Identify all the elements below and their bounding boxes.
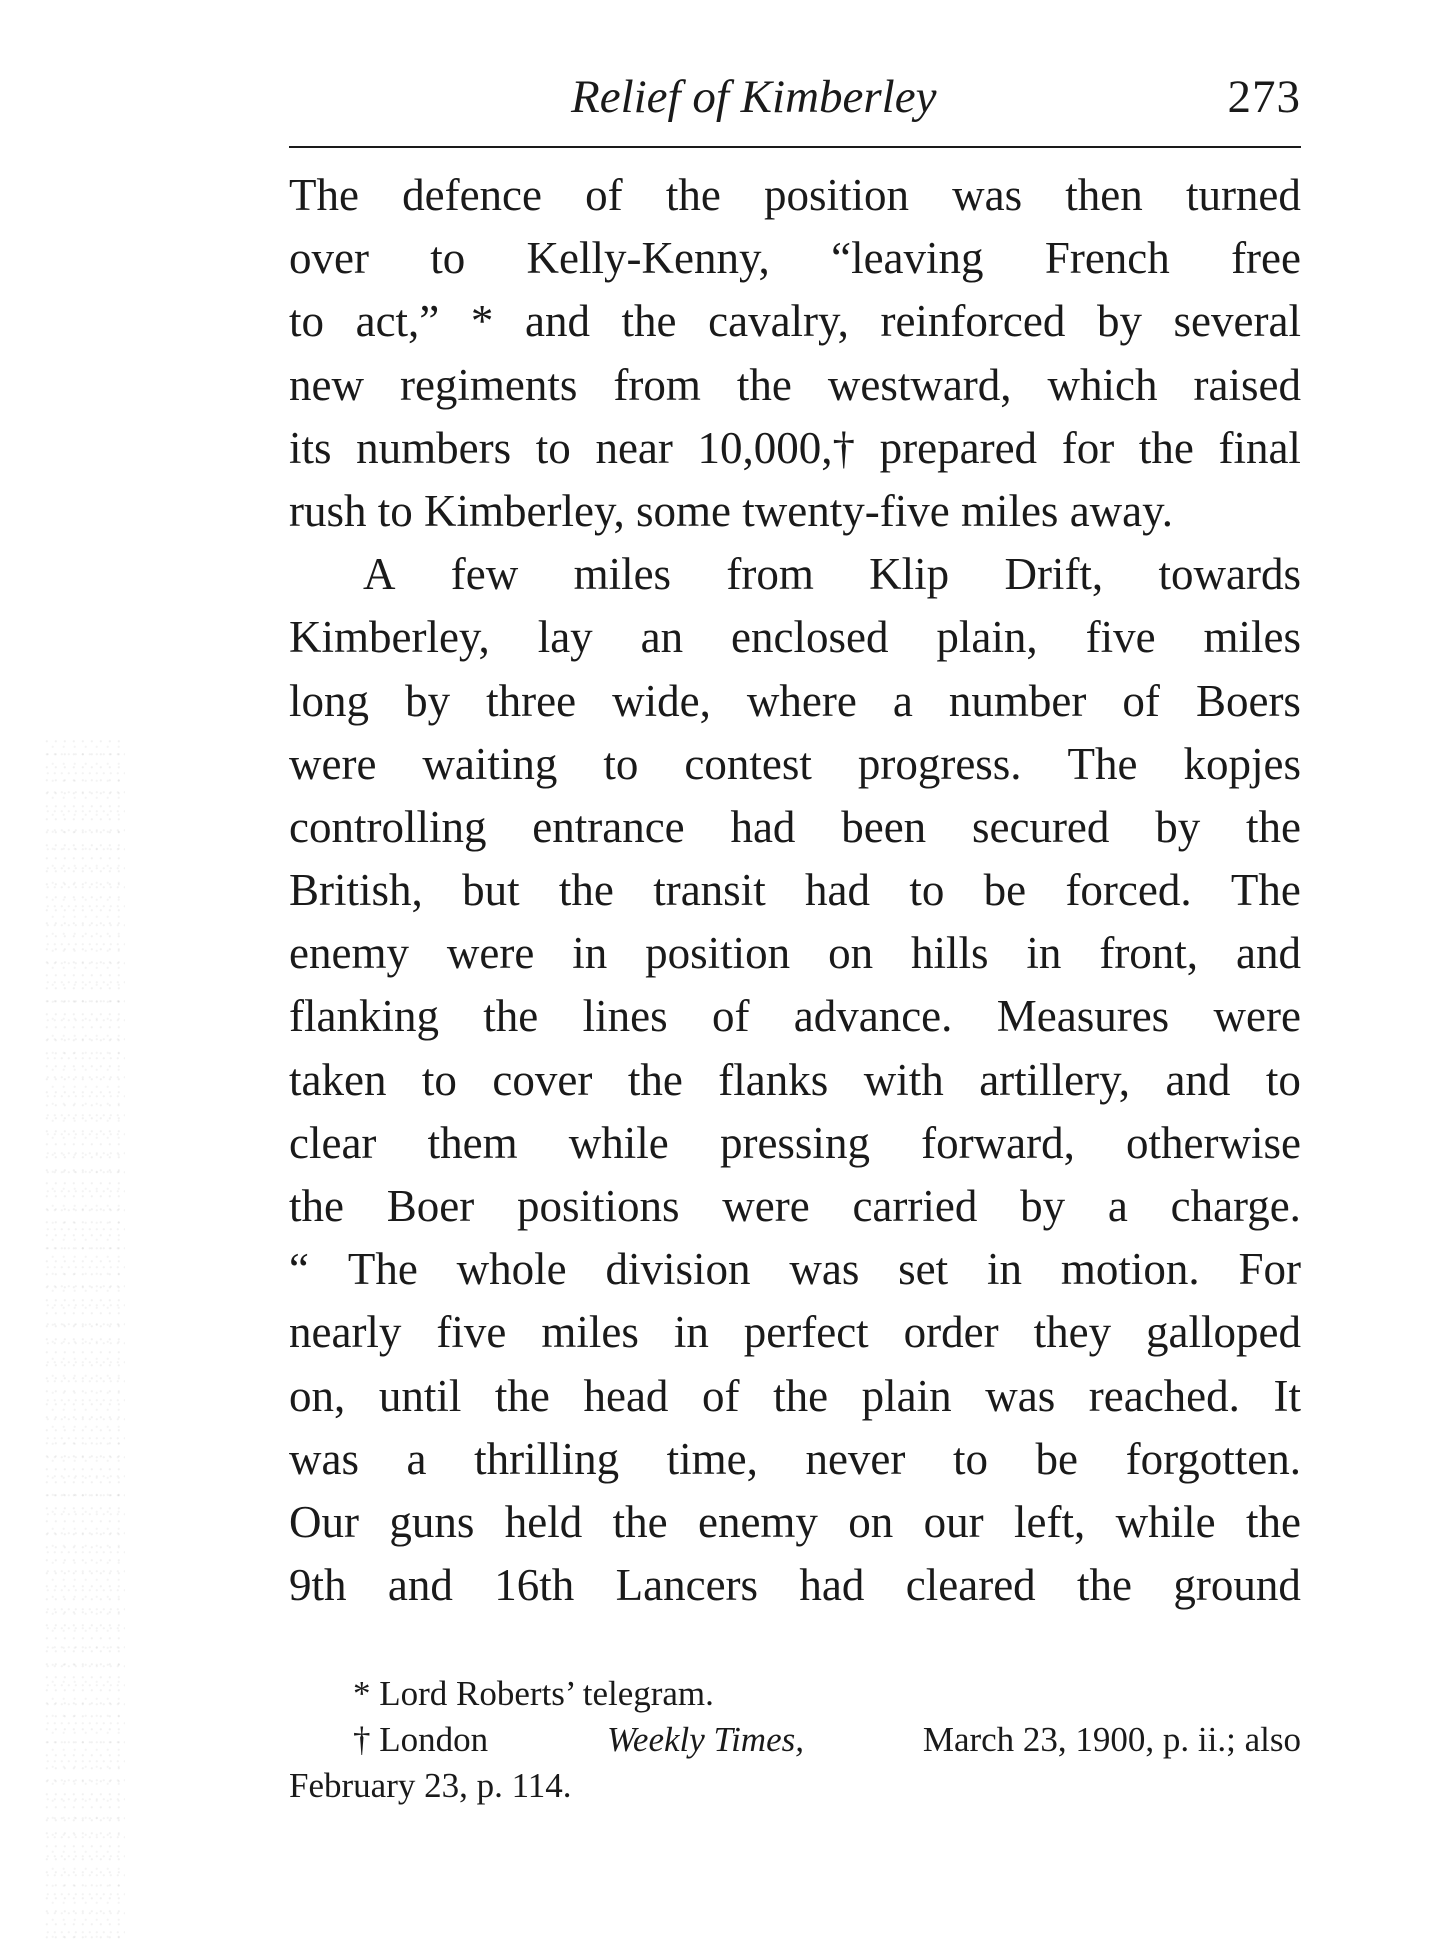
word: our	[923, 1496, 984, 1547]
word: in	[1026, 928, 1062, 979]
word: defence	[402, 170, 543, 220]
scan-gutter-texture	[45, 740, 125, 1940]
word: secured	[971, 801, 1110, 852]
word: front,	[1099, 928, 1199, 979]
word: the	[665, 170, 721, 220]
word: new	[289, 359, 364, 410]
word: 16th	[494, 1560, 575, 1611]
word: then	[1065, 170, 1143, 220]
word: be	[1035, 1433, 1079, 1484]
word: twenty-five	[742, 485, 950, 536]
word: flanking	[289, 991, 439, 1042]
word: order	[903, 1307, 999, 1358]
word: to	[421, 1054, 457, 1105]
word: on,	[289, 1370, 346, 1421]
word: while	[1115, 1496, 1216, 1547]
word: to	[603, 738, 639, 789]
word: positions	[516, 1181, 680, 1231]
word: by	[1096, 296, 1142, 347]
word: miles	[541, 1307, 639, 1358]
word: position	[763, 170, 909, 220]
word: long	[289, 675, 370, 726]
word: flanks	[718, 1054, 829, 1105]
word: over	[289, 233, 369, 284]
text-line	[289, 1301, 1301, 1364]
word: a	[406, 1433, 427, 1484]
word: waiting	[422, 738, 558, 789]
word: was	[289, 1433, 359, 1484]
word: to	[1265, 1054, 1301, 1105]
footnote-2-publication: Weekly Times,	[606, 1720, 804, 1759]
word: never	[805, 1433, 906, 1484]
word: of	[585, 170, 623, 220]
word: by	[1155, 801, 1201, 852]
text-line	[289, 1428, 1301, 1491]
word: several	[1173, 296, 1301, 347]
word: for	[1061, 422, 1115, 473]
word: guns	[389, 1496, 475, 1547]
word: westward,	[827, 359, 1012, 410]
word: wide,	[612, 675, 711, 726]
text-line	[289, 1491, 1301, 1554]
word: miles	[1203, 612, 1301, 663]
word: near	[595, 422, 673, 473]
word: cleared	[905, 1560, 1036, 1611]
word: of	[711, 991, 750, 1042]
word: from	[726, 549, 814, 600]
word: left,	[1014, 1496, 1086, 1547]
footnote-1: * Lord Roberts’ telegram.	[353, 1674, 714, 1713]
word: had	[805, 865, 870, 916]
text-line	[289, 227, 1301, 290]
word: Kimberley,	[289, 612, 490, 663]
page-header	[289, 62, 1301, 132]
word: head	[583, 1370, 669, 1421]
word: 10,000,†	[697, 422, 856, 473]
word: *	[470, 296, 494, 347]
word: motion.	[1060, 1244, 1200, 1295]
footnote-2-continuation: February 23, p. 114.	[289, 1766, 572, 1805]
word: pressing	[719, 1117, 870, 1168]
word: final	[1218, 422, 1301, 473]
word: in	[572, 928, 608, 979]
word: the	[1246, 801, 1301, 852]
word: numbers	[356, 422, 512, 473]
text-line	[289, 922, 1301, 985]
text-line	[289, 796, 1301, 859]
word: them	[427, 1117, 518, 1168]
word: the	[558, 865, 614, 916]
word: the	[773, 1370, 829, 1421]
text-line	[289, 1112, 1301, 1175]
word: Klip	[869, 549, 950, 600]
word: Our	[289, 1496, 359, 1547]
word: otherwise	[1126, 1117, 1301, 1168]
word: set	[898, 1244, 949, 1295]
word: few	[450, 549, 519, 600]
word: by	[1020, 1181, 1066, 1231]
word: prepared	[879, 422, 1038, 473]
word: were	[1213, 991, 1301, 1042]
text-line	[289, 417, 1301, 480]
text-line	[289, 354, 1301, 417]
word: its	[289, 422, 332, 473]
word: kopjes	[1183, 738, 1301, 789]
footnote-2	[289, 1717, 1301, 1763]
text-line	[289, 290, 1301, 353]
word: For	[1238, 1244, 1301, 1295]
word: lines	[582, 991, 668, 1042]
word: three	[486, 675, 577, 726]
word: the	[483, 991, 539, 1042]
text-line	[289, 1238, 1301, 1301]
word: some	[636, 485, 732, 536]
word: had	[730, 801, 796, 852]
word: The	[289, 170, 359, 220]
word: regiments	[399, 359, 578, 410]
word: were	[289, 738, 377, 789]
text-line	[289, 1554, 1301, 1617]
word: the	[1077, 1560, 1133, 1611]
word: to	[289, 296, 325, 347]
word: the	[736, 359, 792, 410]
word: turned	[1185, 170, 1301, 220]
word: of	[1122, 675, 1160, 726]
word: rush	[289, 485, 367, 536]
word: forced.	[1065, 865, 1192, 916]
running-title: Relief of Kimberley	[571, 71, 937, 123]
word: contest	[684, 738, 812, 789]
word: “	[289, 1244, 309, 1295]
word: time,	[666, 1433, 758, 1484]
word: but	[462, 865, 520, 916]
text-line	[289, 670, 1301, 733]
word: Boer	[386, 1181, 475, 1231]
word: enemy	[697, 1496, 818, 1547]
word: and	[1235, 928, 1301, 979]
word: progress.	[857, 738, 1022, 789]
word: the	[621, 296, 677, 347]
word: division	[605, 1244, 751, 1295]
word: was	[985, 1370, 1056, 1421]
text-line	[289, 1175, 1301, 1238]
word: been	[841, 801, 927, 852]
word: towards	[1158, 549, 1301, 600]
word: free	[1231, 233, 1301, 284]
word: the	[612, 1496, 668, 1547]
word: miles	[573, 549, 672, 600]
word: whole	[456, 1244, 567, 1295]
text-line	[289, 480, 1301, 543]
word: where	[746, 675, 857, 726]
word: and	[1165, 1054, 1231, 1105]
word: The	[1067, 738, 1138, 789]
word: forgotten.	[1125, 1433, 1301, 1484]
word: from	[613, 359, 701, 410]
word: was	[789, 1244, 860, 1295]
word: “leaving	[831, 233, 984, 284]
word: advance.	[793, 991, 953, 1042]
word: It	[1273, 1370, 1301, 1421]
word: a	[1107, 1181, 1128, 1231]
word: to	[535, 422, 571, 473]
word: galloped	[1146, 1307, 1301, 1358]
word: reached.	[1088, 1370, 1240, 1421]
word: on	[828, 928, 874, 979]
word: to	[909, 865, 945, 916]
word: of	[702, 1370, 740, 1421]
word: A	[363, 549, 396, 600]
word: an	[640, 612, 684, 663]
word: which	[1047, 359, 1158, 410]
word: were	[722, 1181, 810, 1231]
word: and	[524, 296, 590, 347]
paragraph-first-line	[289, 543, 1301, 606]
word: plain,	[936, 612, 1038, 663]
text-line	[289, 1365, 1301, 1428]
word: the	[494, 1370, 550, 1421]
word: by	[405, 675, 451, 726]
word: Kelly-Kenny,	[526, 233, 770, 284]
word: thrilling	[474, 1433, 620, 1484]
text-line	[289, 733, 1301, 796]
word: artillery,	[979, 1054, 1130, 1105]
word: five	[436, 1307, 507, 1358]
header-rule	[289, 146, 1301, 148]
word: to	[952, 1433, 988, 1484]
word: the	[1246, 1496, 1301, 1547]
word: raised	[1193, 359, 1301, 410]
text-line	[289, 606, 1301, 669]
word: the	[627, 1054, 683, 1105]
word: to	[430, 233, 466, 284]
word: a	[892, 675, 913, 726]
word: The	[1230, 865, 1301, 916]
word: cavalry,	[708, 296, 849, 347]
word: entrance	[532, 801, 685, 852]
word: Drift,	[1004, 549, 1104, 600]
word: hills	[910, 928, 989, 979]
word: held	[504, 1496, 583, 1547]
text-line	[289, 1049, 1301, 1112]
word: five	[1085, 612, 1156, 663]
word: Measures	[996, 991, 1170, 1042]
word: away.	[1069, 485, 1173, 536]
word: carried	[852, 1181, 978, 1231]
word: plain	[861, 1370, 952, 1421]
body-text	[289, 164, 1301, 1617]
word: the	[289, 1181, 344, 1231]
word: forward,	[921, 1117, 1075, 1168]
word: French	[1044, 233, 1170, 284]
page-number: 273	[1227, 71, 1301, 123]
word: reinforced	[880, 296, 1066, 347]
word: Kimberley,	[424, 485, 625, 536]
word: perfect	[743, 1307, 869, 1358]
word: on	[848, 1496, 894, 1547]
word: the	[1138, 422, 1194, 473]
word: transit	[653, 865, 766, 916]
word: cover	[492, 1054, 593, 1105]
word: ground	[1173, 1560, 1301, 1611]
text-line	[289, 985, 1301, 1048]
word: position	[645, 928, 791, 979]
word: be	[983, 865, 1027, 916]
word: miles	[960, 485, 1059, 536]
word: number	[948, 675, 1087, 726]
word: Lancers	[615, 1560, 759, 1611]
word: and	[387, 1560, 453, 1611]
word: nearly	[289, 1307, 402, 1358]
word: was	[952, 170, 1023, 220]
word: were	[446, 928, 535, 979]
text-line	[289, 164, 1301, 227]
word: The	[347, 1244, 418, 1295]
word: British,	[289, 865, 423, 916]
word: Boers	[1195, 675, 1301, 726]
word: in	[987, 1244, 1023, 1295]
word: clear	[289, 1117, 377, 1168]
word: while	[568, 1117, 669, 1168]
footnotes	[289, 1671, 1301, 1809]
footnote-2-suffix: March 23, 1900, p. ii.; also	[922, 1720, 1301, 1759]
word: 9th	[289, 1560, 347, 1611]
word: in	[673, 1307, 709, 1358]
word: enclosed	[731, 612, 889, 663]
word: taken	[289, 1054, 387, 1105]
word: with	[863, 1054, 944, 1105]
word: lay	[537, 612, 593, 663]
word: charge.	[1170, 1181, 1301, 1231]
word: to	[377, 485, 413, 536]
word: they	[1033, 1307, 1112, 1358]
footnote-2-prefix: † London	[353, 1720, 489, 1759]
word: enemy	[289, 928, 409, 979]
word: until	[378, 1370, 462, 1421]
text-line	[289, 859, 1301, 922]
word: act,”	[355, 296, 440, 347]
word: controlling	[289, 801, 487, 852]
word: had	[799, 1560, 865, 1611]
